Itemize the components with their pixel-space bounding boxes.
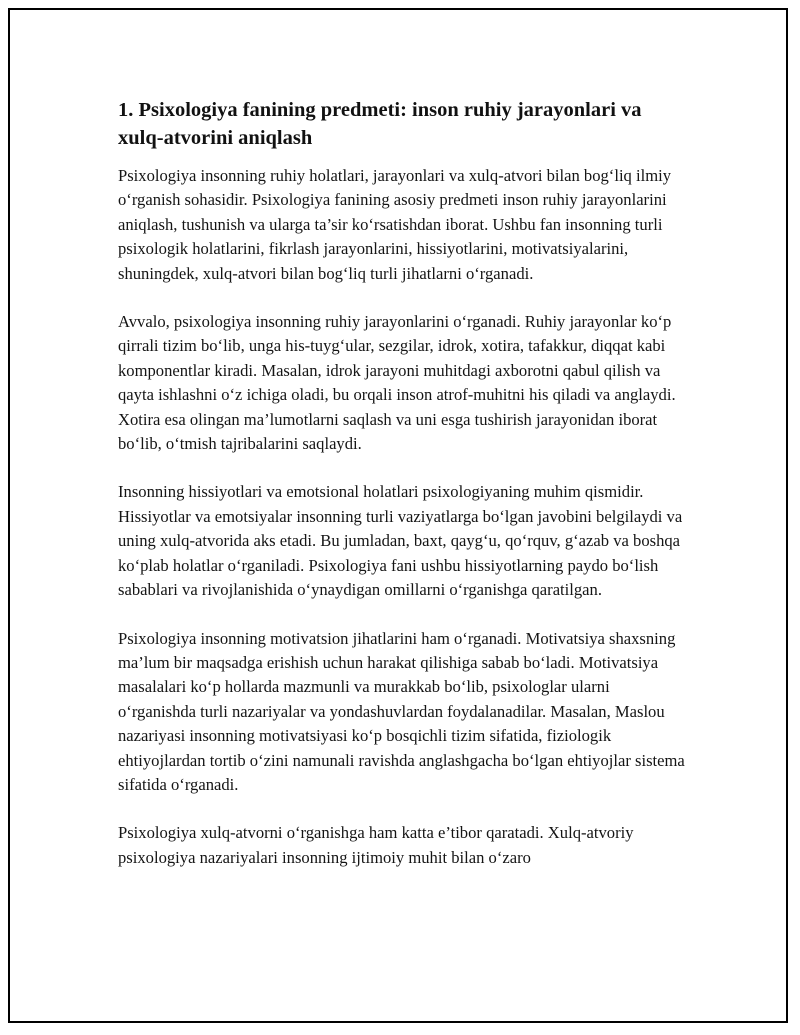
paragraph-4: Psixologiya insonning motivatsion jihatlarini ham o‘rganadi. Motivatsiya shaxsning ma’lum bir maqsadga erishish uchun harakat qilishiga sabab bo‘ladi. Motivatsiya masalalari ko‘p hollarda mazmunli va murakkab bo‘lib, psixologlar ularni o‘rganishda turli nazariyalar va yondashuvlardan foydalanadilar. Masalan, Maslou nazariyasi insonning motivatsiyasi ko‘p bosqichli tizim sifatida, fiziologik ehtiyojlardan tortib o‘zini namunali ravishda anglashgacha bo‘lgan ehtiyojlar sistema sifatida o‘rganadi. [118,628,685,794]
paragraph-3: Insonning hissiyotlari va emotsional holatlari psixologiyaning muhim qismidir. Hissiyotlar va emotsiyalar insonning turli vaziyatlarga bo‘lgan javobini belgilaydi va uning xulq-atvorida aks etadi. Bu jumladan, baxt, qayg‘u, qo‘rquv, g‘azab va boshqa ko‘plab holatlar o‘rganiladi. Psixologiya fani ushbu hissiyotlarning paydo bo‘lish sabablari va rivojlanishida o‘ynaydigan omillarni o‘rganishga qaratilgan. [118,482,683,600]
paragraph-1: Psixologiya insonning ruhiy holatlari, jarayonlari va xulq-atvori bilan bog‘liq ilmiy o‘rganish sohasidir. Psixologiya fanining asosiy predmeti inson ruhiy jarayonlarini aniqlash, tushunish va ularga ta’sir ko‘rsatishdan iborat. Ushbu fan insonning turli psixologik holatlarini, fikrlash jarayonlarini, hissiyotlarini, motivatsiyalarini, shuningdek, xulq-atvori bilan bog‘liq turli jihatlarni o‘rganadi. [118,166,672,283]
section-heading: 1. Psixologiya fanining predmeti: inson ruhiy jarayonlari va xulq-atvorini aniqlash [118,99,642,149]
paragraph-2: Avvalo, psixologiya insonning ruhiy jarayonlarini o‘rganadi. Ruhiy jarayonlar ko‘p qirrali tizim bo‘lib, unga his-tuyg‘ular, sezgilar, idrok, xotira, tafakkur, diqqat kabi komponentlar kiradi. Masalan, idrok jarayoni muhitdagi axborotni qabul qilish va qayta ishlashni o‘z ichiga oladi, bu orqali inson atrof-muhitni his qiladi va anglaydi. Xotira esa olingan ma’lumotlarni saqlash va uni esga tushirish jarayonidan iborat bo‘lib, o‘tmish tajribalarini saqlaydi. [118,312,676,454]
page-frame [8,8,788,1023]
document-body [118,96,688,894]
paragraph-5: Psixologiya xulq-atvorni o‘rganishga ham katta e’tibor qaratadi. Xulq-atvoriy psixologiya nazariyalari insonning ijtimoiy muhit bilan o‘zaro [118,823,634,867]
